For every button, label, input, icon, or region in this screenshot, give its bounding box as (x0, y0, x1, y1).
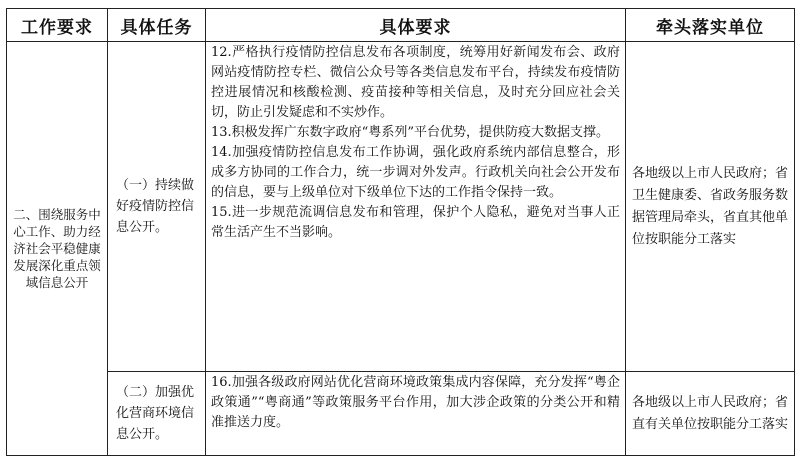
header-row (7, 9, 795, 42)
detail-item: 16.加强各级政府网站优化营商环境政策集成内容保障，充分发挥“粤企政策通”“粤商通”等政策服务平台作用，加大涉企政策的分类公开和精准推送力度。 (211, 375, 620, 430)
header-specific-requirement: 具体要求 (206, 9, 626, 42)
task-cell: （一）持续做好疫情防控信息公开。 (108, 42, 206, 372)
header-work-requirement: 工作要求 (7, 9, 108, 42)
detail-item: 13.积极发挥广东数字政府“粤系列”平台优势，提供防疫大数据支撑。 (211, 125, 609, 140)
header-lead-unit: 牵头落实单位 (626, 9, 795, 42)
detail-item: 15.进一步规范流调信息发布和管理，保护个人隐私，避免对当事人正常生活产生不当影响。 (211, 205, 620, 240)
detail-cell (206, 42, 626, 372)
header-specific-task: 具体任务 (108, 9, 206, 42)
task-cell: （二）加强优化营商环境信息公开。 (108, 372, 206, 456)
lead-unit-cell: 各地级以上市人民政府；省直有关单位按职能分工落实 (626, 372, 795, 456)
table-row (7, 372, 795, 456)
detail-item: 14.加强疫情防控信息发布工作协调，强化政府系统内部信息整合，形成多方协同的工作合力，统一步调对外发声。行政机关向社会公开发布的信息，要与上级单位对下级单位下达的工作指令保持一致。 (211, 145, 620, 200)
detail-cell (206, 372, 626, 456)
lead-unit-cell: 各地级以上市人民政府；省卫生健康委、省政务服务数据管理局牵头，省直其他单位按职能分工落实 (626, 42, 795, 372)
work-requirement-cell: 二、围绕服务中心工作、助力经济社会平稳健康发展深化重点领域信息公开 (7, 42, 108, 456)
detail-item: 12.严格执行疫情防控信息发布各项制度，统筹用好新闻发布会、政府网站疫情防控专栏、微信公众号等各类信息发布平台，持续发布疫情防控进展情况和核酸检测、疫苗接种等相关信息，及时充分回应社会关切，防止引发疑虑和不实炒作。 (211, 45, 620, 120)
table-row (7, 42, 795, 372)
work-plan-table (6, 8, 795, 456)
